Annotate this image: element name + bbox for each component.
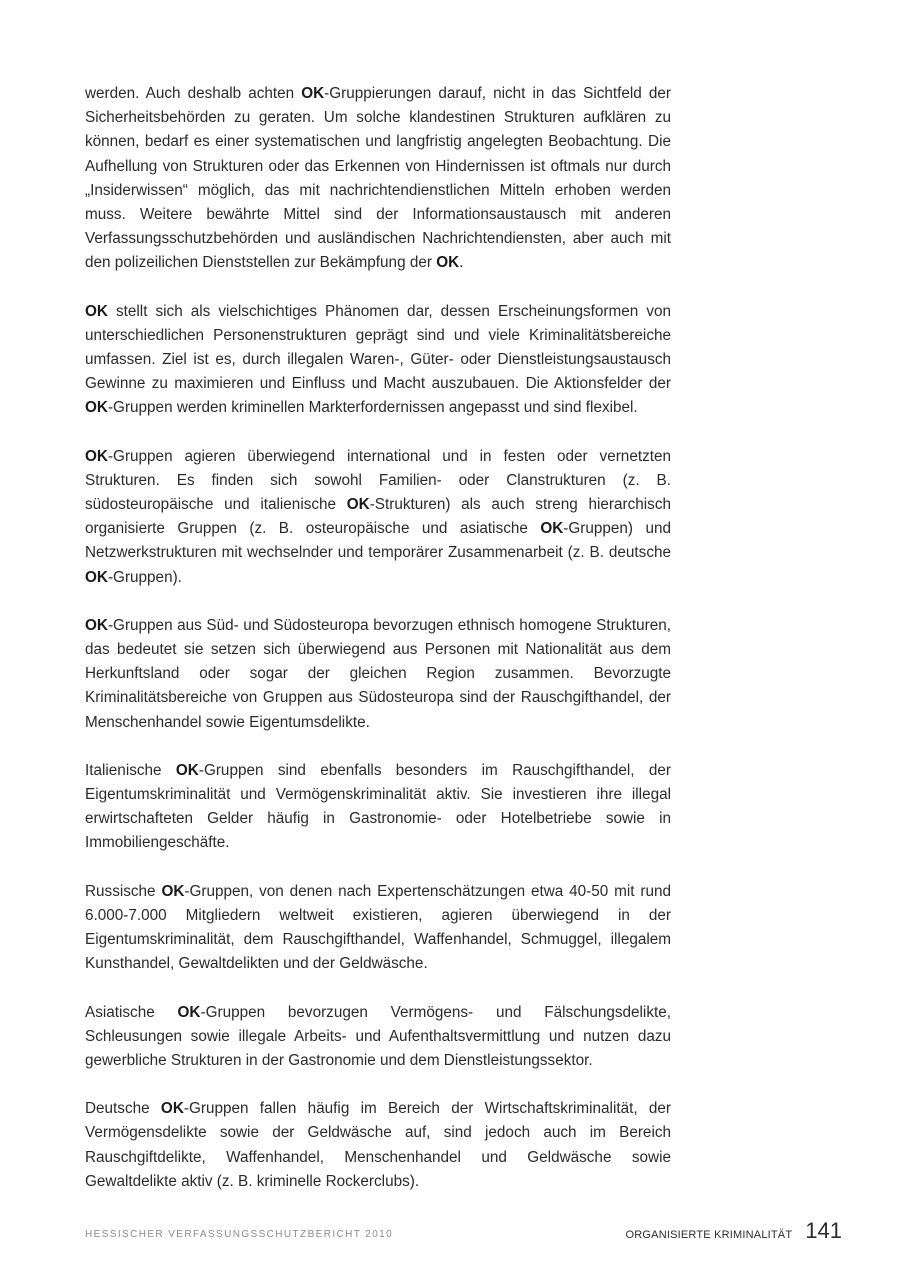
text-run: -Gruppen sind ebenfalls besonders im Rauschgifthandel, der Eigentumskriminalität und Vermögenskriminalität aktiv. Sie investieren ihre illegal erwirtschafteten Gelder häufig in Gastronomie- oder Hotelbetriebe sowie in Immobiliengeschäfte. xyxy=(85,761,672,852)
ok-abbreviation: OK xyxy=(301,85,325,102)
text-run: Italienische xyxy=(85,761,176,779)
paragraph xyxy=(85,300,671,421)
ok-abbreviation: OK xyxy=(175,761,199,779)
text-run: -Gruppen aus Süd- und Südosteuropa bevorzugen ethnisch homogene Strukturen, das bedeutet sie setzen sich überwiegend aus Personen mit Nationalität aus dem Herkunftsland oder sogar der gleichen Region zusammen. Bevorzugte Kriminalitätsbereiche von Gruppen aus Südosteuropa sind der Rauschgifthandel, der Menschenhandel sowie Eigentumsdelikte. xyxy=(85,616,671,731)
page-number: 141 xyxy=(805,1218,842,1243)
paragraph xyxy=(85,880,671,977)
ok-abbreviation: OK xyxy=(85,302,108,320)
text-run: Deutsche xyxy=(85,1100,161,1118)
ok-abbreviation: OK xyxy=(85,568,108,586)
text-run: -Gruppen fallen häufig im Bereich der Wirtschaftskriminalität, der Vermögensdelikte sowie der Geldwäsche auf, sind jedoch auch im Bereich Rauschgiftdelikte, Waffenhandel, Menschenhandel und Geldwäsche sowie Gewaltdelikte aktiv (z. B. kriminelle Rockerclubs). xyxy=(85,1100,671,1190)
ok-abbreviation: OK xyxy=(346,496,370,514)
text-run: -Gruppierungen darauf, nicht in das Sichtfeld der Sicherheitsbehörden zu geraten. Um solche klandestinen Strukturen aufklären zu können, bedarf es einer systematischen und langfristig angelegten Beobachtung. Die Aufhellung von Strukturen oder das Erkennen von Hindernissen ist oftmals nur durch „Insiderwissen“ möglich, das mit nachrichtendienstlichen Mitteln erhoben werden muss. Weitere bewährte Mittel sind der Informationsaustausch mit anderen Verfassungsschutzbehörden und ausländischen Nachrichtendiensten, aber auch mit den polizeilichen Dienststellen zur Bekämpfung der xyxy=(85,85,671,272)
text-run: stellt sich als vielschichtiges Phänomen dar, dessen Erscheinungsformen von unterschiedlichen Personenstrukturen geprägt sind und viele Kriminalitätsbereiche umfassen. Ziel ist es, durch illegalen Waren-, Güter- oder Dienstleistungsaustausch Gewinne zu maximieren und Einfluss und Macht auszubauen. Die Aktionsfelder der xyxy=(85,302,671,393)
section-title: ORGANISIERTE KRIMINALITÄT xyxy=(625,1229,793,1241)
text-run: Asiatische xyxy=(85,1003,178,1021)
paragraph xyxy=(85,445,671,590)
ok-abbreviation: OK xyxy=(85,447,108,465)
ok-abbreviation: OK xyxy=(161,882,185,900)
ok-abbreviation: OK xyxy=(540,520,564,538)
text-run: -Gruppen). xyxy=(107,568,182,586)
paragraph xyxy=(85,82,671,276)
paragraph xyxy=(85,1097,671,1194)
text-run: werden. Auch deshalb achten xyxy=(85,85,302,102)
text-run: -Gruppen werden kriminellen Markterfordernissen angepasst und sind flexibel. xyxy=(107,399,638,417)
text-run: -Strukturen) als auch streng hierarchisch organisierte Gruppen (z. B. osteuropäische und asiatische xyxy=(85,496,671,538)
ok-abbreviation: OK xyxy=(177,1003,201,1021)
page-footer-right xyxy=(626,1218,843,1244)
text-run: -Gruppen, von denen nach Expertenschätzungen etwa 40-50 mit rund 6.000-7.000 Mitgliedern weltweit existieren, agieren überwiegend in der Eigentumskriminalität, dem Rauschgifthandel, Waffenhandel, Schmuggel, illegalem Kunsthandel, Gewaltdelikten und der Geldwäsche. xyxy=(85,882,671,973)
ok-abbreviation: OK xyxy=(85,616,108,634)
paragraph xyxy=(85,614,671,735)
text-run: -Gruppen) und Netzwerkstrukturen mit wechselnder und temporärer Zusammenarbeit (z. B. deutsche xyxy=(85,520,671,562)
ok-abbreviation: OK xyxy=(436,254,460,272)
paragraph xyxy=(85,1001,671,1074)
publication-title: HESSISCHER VERFASSUNGSSCHUTZBERICHT 2010 xyxy=(85,1229,394,1240)
text-run: . xyxy=(459,254,464,272)
text-run: -Gruppen bevorzugen Vermögens- und Fälschungsdelikte, Schleusungen sowie illegale Arbeits- und Aufenthaltsvermittlung und nutzen dazu gewerbliche Strukturen in der Gastronomie und dem Dienstleistungssektor. xyxy=(85,1003,671,1069)
ok-abbreviation: OK xyxy=(160,1100,184,1118)
text-run: -Gruppen agieren überwiegend international und in festen oder vernetzten Strukturen. Es finden sich sowohl Familien- oder Clanstrukturen (z. B. südosteuropäische und italienische xyxy=(85,447,671,514)
body-text xyxy=(85,82,671,1218)
ok-abbreviation: OK xyxy=(85,399,108,417)
text-run: Russische xyxy=(85,882,162,900)
paragraph xyxy=(85,759,671,856)
